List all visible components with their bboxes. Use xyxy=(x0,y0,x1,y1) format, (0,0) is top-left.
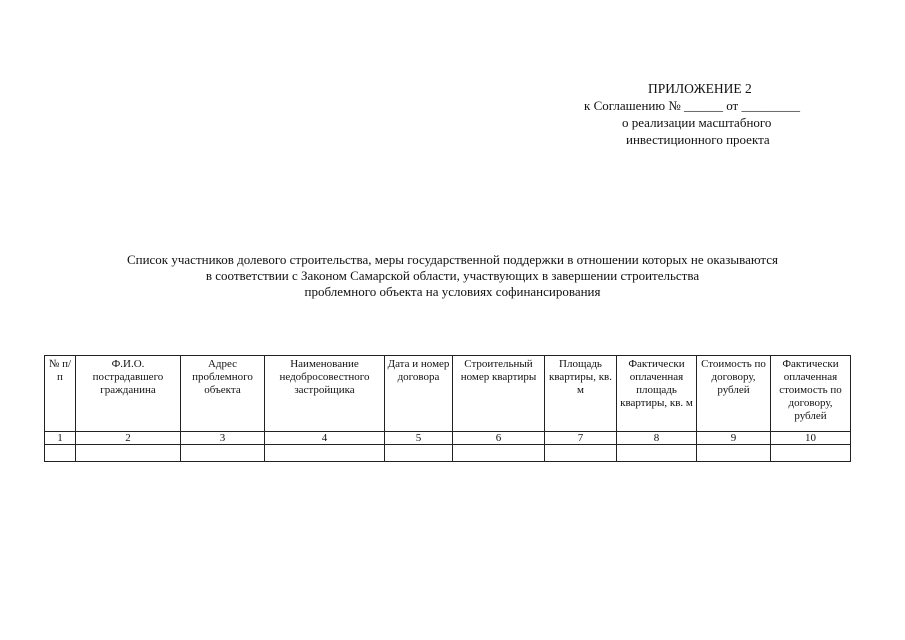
column-number: 6 xyxy=(453,432,545,445)
column-number: 8 xyxy=(617,432,697,445)
appendix-header xyxy=(560,80,860,148)
table-cell xyxy=(45,445,76,462)
table-cell xyxy=(545,445,617,462)
column-number: 4 xyxy=(265,432,385,445)
table-cell xyxy=(617,445,697,462)
col-header-contract: Дата и номер договора xyxy=(385,356,453,432)
column-number: 2 xyxy=(76,432,181,445)
col-header-apartment-area: Площадь квартиры, кв. м xyxy=(545,356,617,432)
table-cell xyxy=(265,445,385,462)
col-header-developer-name: Наименование недобросовестного застройщика xyxy=(265,356,385,432)
appendix-project-line: инвестиционного проекта xyxy=(626,132,770,147)
heading-line-1: Список участников долевого строительства, меры государственной поддержки в отношении которых не оказываются xyxy=(126,252,779,267)
column-number: 5 xyxy=(385,432,453,445)
col-header-contract-cost: Стоимость по договору, рублей xyxy=(697,356,771,432)
col-header-paid-cost: Фактически оплаченная стоимость по договору, рублей xyxy=(771,356,851,432)
appendix-subject-line: о реализации масштабного xyxy=(622,115,772,130)
column-number: 3 xyxy=(181,432,265,445)
col-header-paid-area: Фактически оплаченная площадь квартиры, кв. м xyxy=(617,356,697,432)
column-number: 10 xyxy=(771,432,851,445)
appendix-agreement-line: к Соглашению № ______ от _________ xyxy=(584,98,800,113)
col-header-number: № п/п xyxy=(45,356,76,432)
table-cell xyxy=(181,445,265,462)
heading-line-2: в соответствии с Законом Самарской области, участвующих в завершении строительства xyxy=(205,268,700,283)
table-cell xyxy=(453,445,545,462)
column-number: 7 xyxy=(545,432,617,445)
column-number: 1 xyxy=(45,432,76,445)
empty-data-row xyxy=(45,445,851,462)
table-cell xyxy=(385,445,453,462)
heading-line-3: проблемного объекта на условиях софинансирования xyxy=(304,284,601,299)
table-cell xyxy=(76,445,181,462)
table-cell xyxy=(697,445,771,462)
table-cell xyxy=(771,445,851,462)
column-number: 9 xyxy=(697,432,771,445)
document-heading xyxy=(40,252,865,300)
col-header-object-address: Адрес проблемного объекта xyxy=(181,356,265,432)
column-number-row xyxy=(45,432,851,445)
appendix-title: ПРИЛОЖЕНИЕ 2 xyxy=(648,81,752,96)
participants-table xyxy=(44,355,851,462)
col-header-citizen-name: Ф.И.О. пострадавшего гражданина xyxy=(76,356,181,432)
col-header-apartment-number: Строительный номер квартиры xyxy=(453,356,545,432)
table-header-row xyxy=(45,356,851,432)
